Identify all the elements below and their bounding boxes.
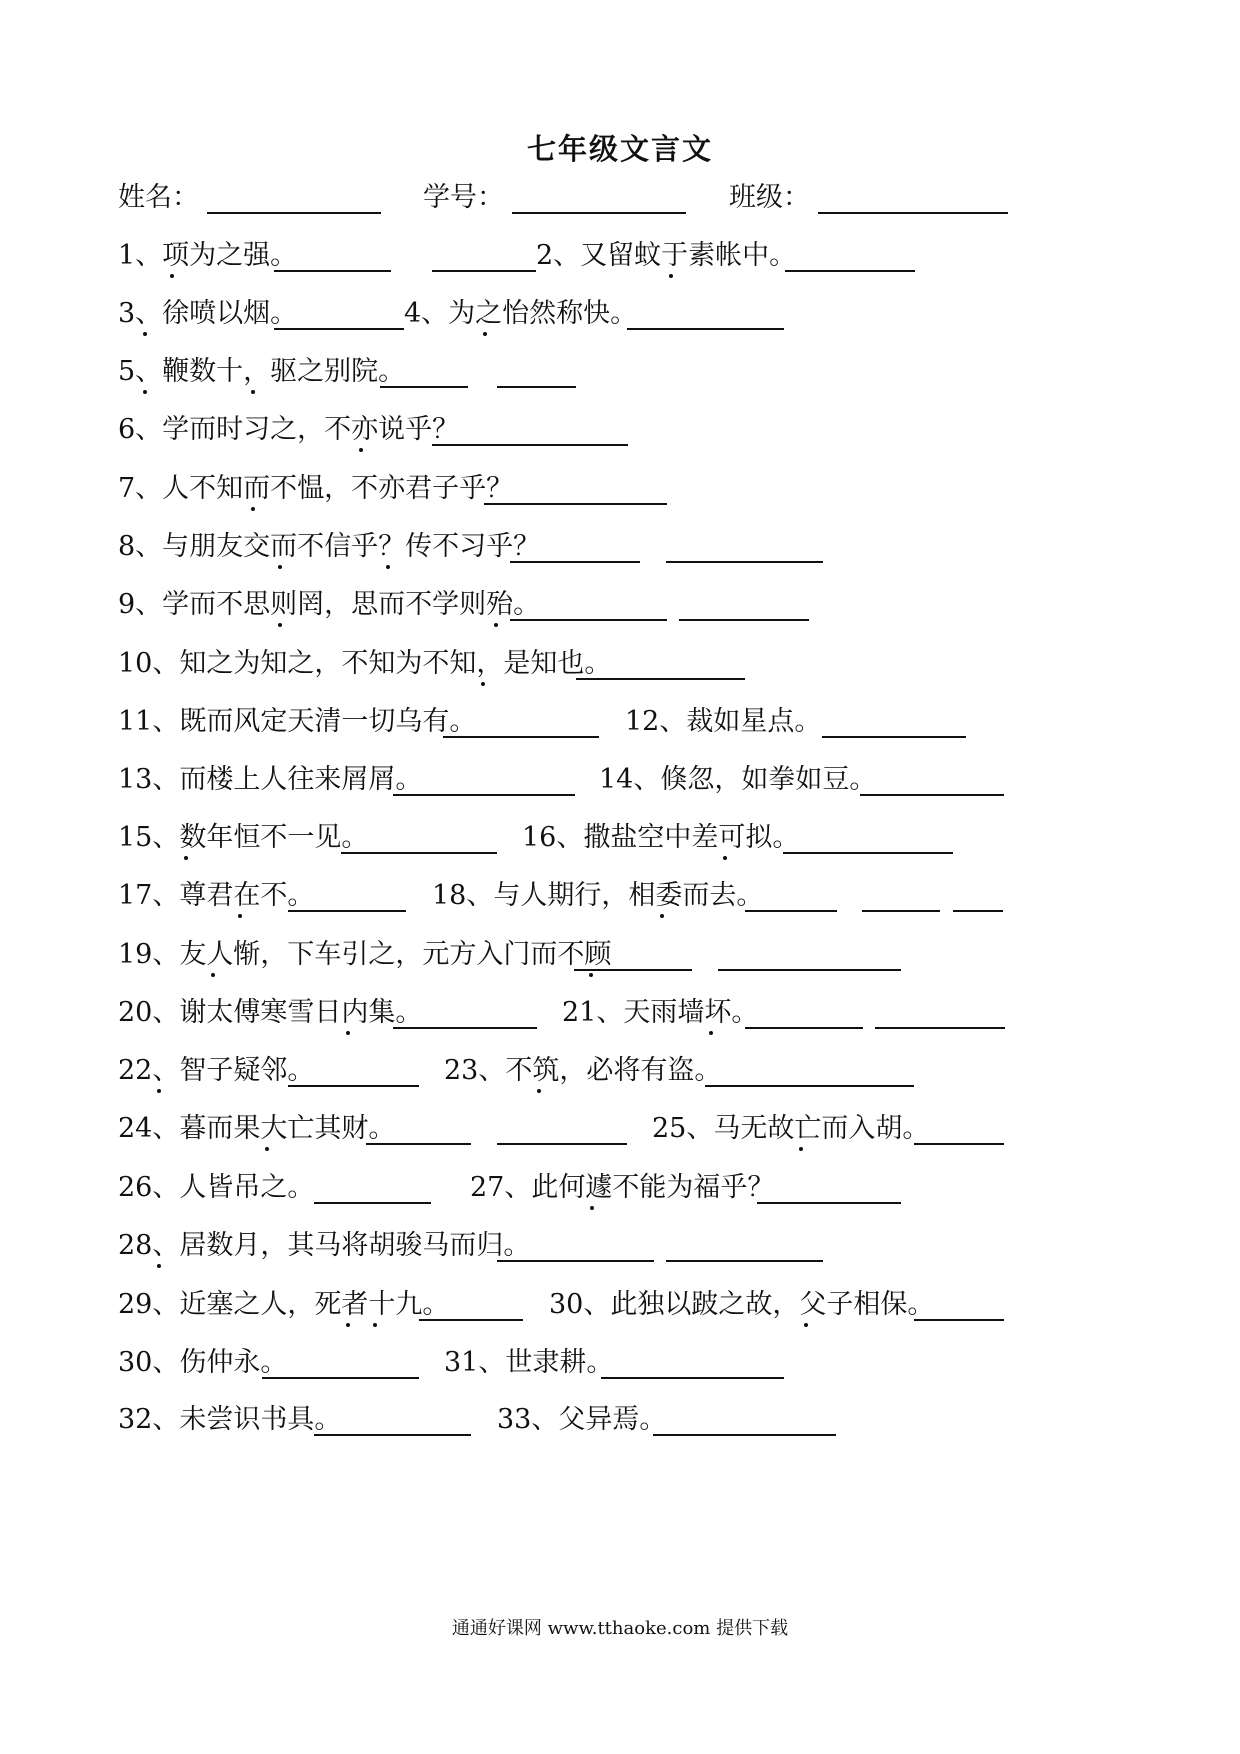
question-text: 21、天雨墙坏。 xyxy=(562,997,759,1028)
question-row xyxy=(118,1226,1128,1266)
emphasis-dot xyxy=(386,565,390,569)
footer-note: 通通好课网 www.tthaoke.com 提供下载 xyxy=(451,1618,789,1639)
answer-blank[interactable] xyxy=(393,1027,537,1029)
answer-blank[interactable] xyxy=(274,328,404,330)
answer-blank[interactable] xyxy=(757,1202,901,1204)
question-text: 8、与朋友交而不信乎？传不习乎？ xyxy=(118,531,541,562)
emphasis-dot xyxy=(373,1323,377,1327)
question-text: 13、而楼上人往来屑屑。 xyxy=(118,764,423,795)
question-row xyxy=(118,760,1128,800)
question-text: 22、智子疑邻。 xyxy=(118,1055,315,1086)
answer-blank[interactable] xyxy=(497,1260,654,1262)
answer-blank[interactable] xyxy=(484,503,667,505)
question-text: 1、项为之强。 xyxy=(118,240,298,271)
question-text: 20、谢太傅寒雪日内集。 xyxy=(118,997,423,1028)
answer-blank[interactable] xyxy=(510,619,667,621)
answer-blank[interactable] xyxy=(274,270,391,272)
question-text: 3、徐喷以烟。 xyxy=(118,298,298,329)
question-row xyxy=(118,527,1128,567)
question-text: 2、又留蚊于素帐中。 xyxy=(536,240,797,271)
question-text: 31、世隶耕。 xyxy=(444,1347,614,1378)
emphasis-dot xyxy=(238,914,242,918)
question-row xyxy=(118,410,1128,450)
answer-blank[interactable] xyxy=(679,619,809,621)
question-row xyxy=(118,1285,1128,1325)
answer-blank[interactable] xyxy=(745,910,837,912)
question-row xyxy=(118,585,1128,625)
answer-blank[interactable] xyxy=(380,386,468,388)
question-text: 23、不筑，必将有盗。 xyxy=(444,1055,722,1086)
emphasis-dot xyxy=(660,914,664,918)
emphasis-dot xyxy=(346,1323,350,1327)
emphasis-dot xyxy=(170,274,174,278)
answer-blank[interactable] xyxy=(666,1260,823,1262)
question-row xyxy=(118,469,1128,509)
question-text: 5、鞭数十，驱之别院。 xyxy=(118,356,406,387)
answer-blank[interactable] xyxy=(288,1085,419,1087)
question-text: 11、既而风定天清一切乌有。 xyxy=(118,706,477,737)
emphasis-dot xyxy=(184,856,188,860)
question-row xyxy=(118,294,1128,334)
question-text: 4、为之怡然称快。 xyxy=(404,298,638,329)
answer-blank[interactable] xyxy=(262,1377,419,1379)
answer-blank[interactable] xyxy=(914,1143,1004,1145)
emphasis-dot xyxy=(799,1147,803,1151)
answer-blank[interactable] xyxy=(627,328,784,330)
question-text: 33、父异焉。 xyxy=(497,1404,667,1435)
answer-blank[interactable] xyxy=(953,910,1003,912)
answer-blank[interactable] xyxy=(341,852,497,854)
answer-blank[interactable] xyxy=(860,794,1004,796)
answer-blank[interactable] xyxy=(822,736,966,738)
question-row xyxy=(118,818,1128,858)
question-text: 29、近塞之人，死者十九。 xyxy=(118,1289,450,1320)
emphasis-dot xyxy=(157,1264,161,1268)
answer-blank[interactable] xyxy=(432,270,536,272)
question-text: 30、此独以跛之故，父子相保。 xyxy=(549,1289,935,1320)
answer-blank[interactable] xyxy=(314,1202,431,1204)
student-number-label: 学号： xyxy=(423,182,504,213)
answer-blank[interactable] xyxy=(705,1085,914,1087)
question-text: 27、此何遽不能为福乎？ xyxy=(470,1172,775,1203)
question-text: 15、数年恒不一见。 xyxy=(118,822,369,853)
question-row xyxy=(118,352,1128,392)
emphasis-dot xyxy=(481,682,485,686)
emphasis-dot xyxy=(359,448,363,452)
question-text: 32、未尝识书具。 xyxy=(118,1404,342,1435)
emphasis-dot xyxy=(483,332,487,336)
emphasis-dot xyxy=(589,973,593,977)
page-title: 七年级文言文 xyxy=(526,132,713,166)
answer-blank[interactable] xyxy=(510,561,640,563)
question-text: 14、倏忽，如拳如豆。 xyxy=(599,764,877,795)
question-text: 30、伤仲永。 xyxy=(118,1347,288,1378)
question-row xyxy=(118,876,1128,916)
emphasis-dot xyxy=(346,1031,350,1035)
emphasis-dot xyxy=(723,856,727,860)
answer-blank[interactable] xyxy=(314,1434,471,1436)
answer-blank[interactable] xyxy=(393,794,575,796)
emphasis-dot xyxy=(143,332,147,336)
class-field[interactable] xyxy=(818,212,1008,214)
emphasis-dot xyxy=(278,565,282,569)
answer-blank[interactable] xyxy=(862,910,940,912)
answer-blank[interactable] xyxy=(443,736,599,738)
answer-blank[interactable] xyxy=(497,386,576,388)
answer-blank[interactable] xyxy=(875,1027,1005,1029)
answer-blank[interactable] xyxy=(666,561,823,563)
question-text: 26、人皆吊之。 xyxy=(118,1172,315,1203)
question-text: 28、居数月，其马将胡骏马而归。 xyxy=(118,1230,531,1261)
question-text: 12、裁如星点。 xyxy=(625,706,822,737)
answer-blank[interactable] xyxy=(576,678,745,680)
question-row xyxy=(118,935,1128,975)
emphasis-dot xyxy=(265,1147,269,1151)
answer-blank[interactable] xyxy=(574,969,692,971)
question-text: 7、人不知而不愠，不亦君子乎？ xyxy=(118,473,514,504)
emphasis-dot xyxy=(590,1206,594,1210)
emphasis-dot xyxy=(143,390,147,394)
answer-blank[interactable] xyxy=(601,1377,784,1379)
emphasis-dot xyxy=(211,973,215,977)
question-text: 16、撒盐空中差可拟。 xyxy=(522,822,800,853)
emphasis-dot xyxy=(669,274,673,278)
answer-blank[interactable] xyxy=(288,910,406,912)
answer-blank[interactable] xyxy=(497,1143,627,1145)
question-text: 24、暮而果大亡其财。 xyxy=(118,1113,396,1144)
question-row xyxy=(118,1400,1128,1440)
student-info-row xyxy=(118,178,1128,218)
answer-blank[interactable] xyxy=(419,1319,523,1321)
question-text: 19、友人惭，下车引之，元方入门而不顾 xyxy=(118,939,612,970)
answer-blank[interactable] xyxy=(914,1319,1004,1321)
question-row xyxy=(118,236,1128,276)
question-row xyxy=(118,644,1128,684)
emphasis-dot xyxy=(537,1089,541,1093)
question-row xyxy=(118,993,1128,1033)
question-row xyxy=(118,1051,1128,1091)
question-row xyxy=(118,1109,1128,1149)
name-label: 姓名： xyxy=(118,182,199,213)
question-row xyxy=(118,1168,1128,1208)
answer-blank[interactable] xyxy=(432,444,628,446)
question-text: 18、与人期行，相委而去。 xyxy=(432,880,764,911)
emphasis-dot xyxy=(157,1089,161,1093)
class-label: 班级： xyxy=(729,182,810,213)
emphasis-dot xyxy=(251,507,255,511)
name-field[interactable] xyxy=(207,212,381,214)
question-text: 6、学而时习之，不亦说乎？ xyxy=(118,414,460,445)
student-number-field[interactable] xyxy=(512,212,686,214)
question-text: 25、马无故亡而入胡。 xyxy=(652,1113,930,1144)
emphasis-dot xyxy=(251,390,255,394)
answer-blank[interactable] xyxy=(783,852,953,854)
emphasis-dot xyxy=(278,623,282,627)
question-text: 10、知之为知之，不知为不知，是知也。 xyxy=(118,648,612,679)
question-text: 17、尊君在不。 xyxy=(118,880,315,911)
question-text: 9、学而不思则罔，思而不学则殆。 xyxy=(118,589,541,620)
answer-blank[interactable] xyxy=(785,270,915,272)
emphasis-dot xyxy=(494,623,498,627)
answer-blank[interactable] xyxy=(366,1143,471,1145)
answer-blank[interactable] xyxy=(745,1027,863,1029)
answer-blank[interactable] xyxy=(718,969,901,971)
question-row xyxy=(118,702,1128,742)
emphasis-dot xyxy=(709,1031,713,1035)
question-row xyxy=(118,1343,1128,1383)
emphasis-dot xyxy=(804,1323,808,1327)
answer-blank[interactable] xyxy=(653,1434,836,1436)
